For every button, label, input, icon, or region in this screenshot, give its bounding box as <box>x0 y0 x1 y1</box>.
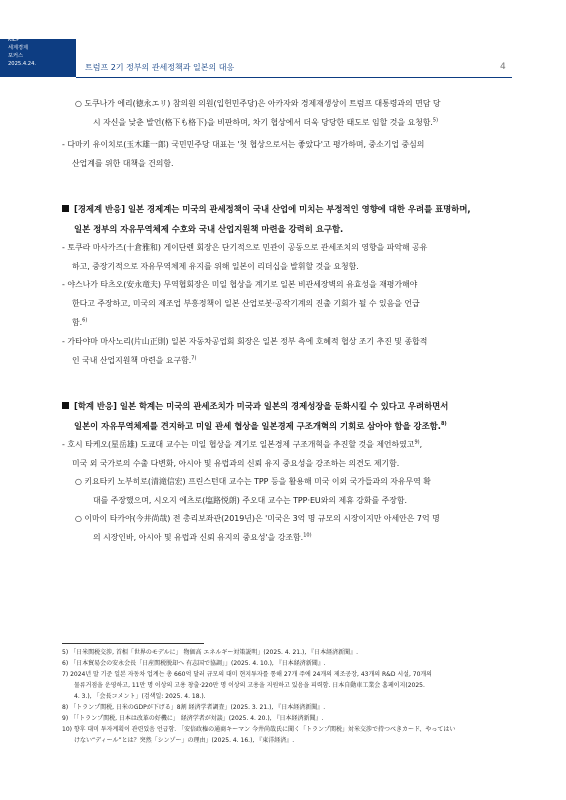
text-line: - 가타야마 마사노리(片山正則) 일본 자동차공업회 회장은 일본 정부 측에 호혜적 협상 조기 추진 및 종합적 <box>62 337 428 346</box>
text-line-content: 인 국내 산업지원책 마련을 요구함. <box>72 356 192 365</box>
heading-line: 일본 정부의 자유무역체제 수호와 국내 산업지원책 마련을 강력히 요구함. <box>74 224 344 234</box>
footnote-ref: 7) <box>191 355 197 362</box>
text-line <box>62 435 422 454</box>
heading-business-reaction <box>62 199 471 239</box>
paragraph-tokura <box>62 238 427 276</box>
heading-line <box>62 396 448 416</box>
text-line: 산업계를 위한 대책을 건의함. <box>72 159 174 168</box>
paragraph-yasunaga <box>62 275 420 332</box>
footnote-7-cont: 물류거점을 운영하고, 11만 명 이상의 고용 창출·220만 명 이상의 고용을 지원하고 있음을 피력함. 日本自動車工業会 홈페이지(2025. <box>74 682 425 689</box>
footnotes <box>62 647 455 746</box>
footnote-ref: 5) <box>432 117 439 124</box>
paragraph-hoshi <box>62 435 422 473</box>
footnote-ref: 10) <box>303 532 312 539</box>
footnote-ref: 9) <box>414 439 420 446</box>
footnote-separator <box>62 643 204 644</box>
paragraph-tokunaga <box>75 94 441 132</box>
paragraph-imai <box>75 509 440 547</box>
text-line: 하고, 중장기적으로 자유무역체제 유지를 위해 일본이 리더십을 발휘할 것을 요청함. <box>72 262 359 271</box>
footnote-6: 6) 「日本貿易会の安永会長「日産関税脱却へ 有志国で協調」」(2025. 4. 10.), 『日本経済新聞』. <box>62 660 326 667</box>
footnote-8: 8) 「トランプ関税, 日米のGDPが下げる」8割 経済学者調査」(2025. 3. 21.), 『日本経済新聞』. <box>62 704 326 711</box>
footnote-7-cont: 4. 3.), 「会長コメント」(검색일: 2025. 4. 18.). <box>74 693 206 700</box>
heading-line <box>62 199 471 219</box>
text-line: 한다고 주장하고, 미국의 제조업 부흥정책이 일본 산업로봇·공작기계의 진출 기회가 될 수 있음을 언급 <box>72 299 420 308</box>
text-line: 미국 외 국가로의 수출 다변화, 아시아 및 유럽과의 신뢰 유지 중요성을 강조하는 의견도 제기함. <box>72 459 400 468</box>
footnote-ref: 8) <box>440 421 447 428</box>
footnote-7: 7) 2024년 말 기준 일본 자동차 업계는 총 660억 달러 규모의 대미 현지투자를 통해 27개 주에 24개의 제조공장, 43개의 R&D 시설, 70개의 <box>62 671 432 678</box>
square-bullet-icon <box>62 402 69 409</box>
paragraph-kiyotaki <box>75 472 431 510</box>
text-line: 대를 주장했으며, 시오지 에츠로(塩路悦朗) 주오대 교수는 TPP·EU와의 제휴 강화를 주장함. <box>93 496 407 505</box>
org-line: 포커스 <box>8 53 24 59</box>
footnote-9: 9) 「「トランプ関税, 日本は改革の好機に」 経済学者が対談」(2025. 4. 20.), 『日本経済新聞』. <box>62 715 324 722</box>
heading-line <box>62 416 448 436</box>
text-line <box>75 113 441 132</box>
footnote-5: 5) 「日米関税交渉, 首相「世界のモデルに」 物価高 エネルギー対策説明」(2025. 4. 21.), 『日本経済新聞』. <box>62 649 359 656</box>
org-line: 세계경제 <box>8 45 29 51</box>
text-line <box>62 313 420 332</box>
footnote-10-cont: けない“ディール”とは？突然「シンゾー」の理由」(2025. 4. 16.), 『東洋経済』. <box>74 737 295 744</box>
heading-text: [경제계 반응] 일본 경제계는 미국의 관세정책이 국내 산업에 미치는 부정적인 영향에 대한 우려를 표명하며, <box>74 204 471 214</box>
org-line: 2025.4.24. <box>8 61 37 67</box>
heading-academic-reaction <box>62 396 448 436</box>
text-line: - 다마키 유이치로(玉木雄一郎) 국민민주당 대표는 '첫 협상으로서는 좋았다'고 평가하며, 중소기업 중심의 <box>62 140 425 149</box>
footnote-ref: 6) <box>82 317 88 324</box>
text-line <box>62 351 427 370</box>
text-line: - 토쿠라 마사카즈(十倉雅和) 게이단렌 회장은 단기적으로 민관이 공동으로 관세조치의 영향을 파악해 공유 <box>62 243 428 252</box>
header-rule <box>76 77 512 78</box>
footnote-10: 10) 향후 대미 투자계획이 관련있음 언급함. 「安倍政権の通商キーマン 今井尚哉氏に聞く「トランプ関税」対米交渉で持つべきカード、やってはい <box>62 726 456 733</box>
text-line: ○ 키요타키 노부히로(清滝信宏) 프린스턴대 교수는 TPP 등을 활용해 미국 이외 국가들과의 자유무역 확 <box>75 477 431 486</box>
page-header <box>0 0 566 78</box>
heading-text: [학계 반응] 일본 학계는 미국의 관세조치가 미국과 일본의 경제성장을 둔화시킬 수 있다고 우려하면서 <box>74 401 449 411</box>
paragraph-katayama <box>62 332 427 370</box>
paragraph-tamaki <box>62 135 424 173</box>
page-number: 4 <box>500 62 506 72</box>
text-line: ○ 도쿠나가 에리(徳永エリ) 참의원 의원(입헌민주당)은 아카자와 경제재생상이 트럼프 대통령과의 면담 당 <box>75 99 441 108</box>
kiep-org-label <box>8 36 36 68</box>
heading-text: 일본이 자유무역체제를 견지하고 미일 관세 협상을 일본경제 구조개혁의 기회로 삼아야 함을 강조함. <box>74 421 441 431</box>
text-line: ○ 이마이 타카야(今井尚哉) 전 총리보좌관(2019년)은 '미국은 3억 명 규모의 시장이지만 아세안은 7억 명 <box>75 514 440 523</box>
text-line-content: - 호시 타케오(星岳雄) 도쿄대 교수는 미일 협상을 계기로 일본경제 구조개혁을 추진할 것을 제언하였고 <box>62 440 415 449</box>
org-line: KIEP <box>8 37 20 43</box>
text-line: - 야스나가 타츠오(安永竜夫) 무역협회장은 미일 협상을 계기로 일본 비관세장벽의 유효성을 재평가해야 <box>62 280 418 289</box>
running-title: 트럼프 2기 정부의 관세정책과 일본의 대응 <box>85 63 235 72</box>
square-bullet-icon <box>62 205 69 212</box>
text-line-content: 의 시장인바, 아시아 및 유럽과 신뢰 유지의 중요성'을 강조함. <box>93 533 304 542</box>
text-line-content: 시 자신을 낮춘 발언(格下も格下)을 비판하며, 차기 협상에서 더욱 당당한 태도로 임할 것을 요청함. <box>93 118 433 127</box>
text-line-content: 함. <box>72 318 83 327</box>
text-line <box>75 528 440 547</box>
text-line-tail: , <box>419 440 423 449</box>
